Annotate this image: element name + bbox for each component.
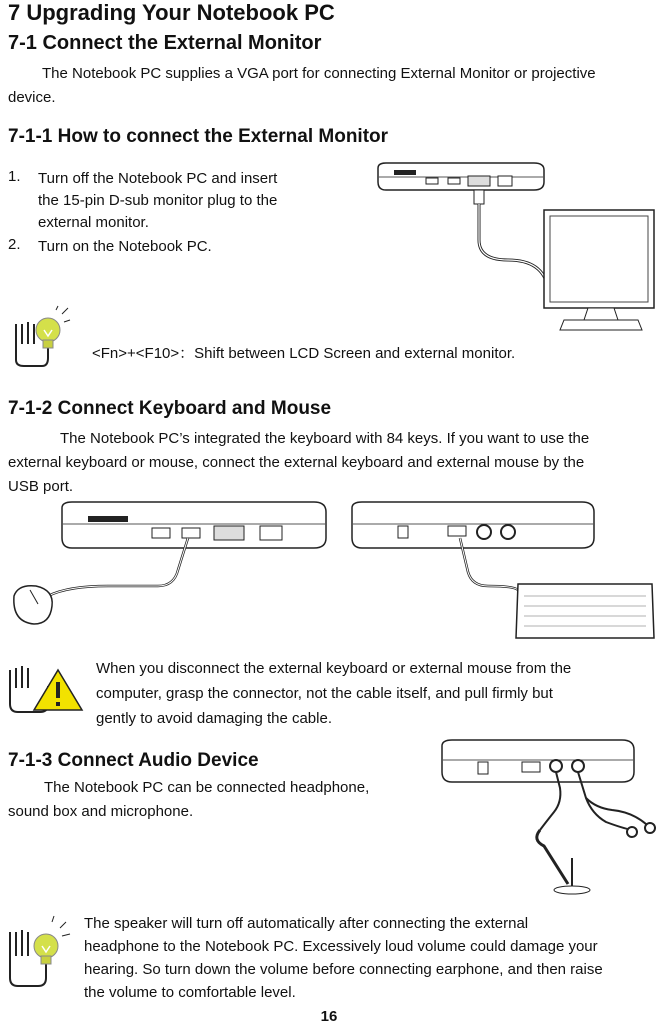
audio-tip-line-2: headphone to the Notebook PC. Excessively loud volume could damage your [84,938,598,955]
monitor-steps [8,168,328,268]
audio-tip-line-4: the volume to comfortable level. [84,984,296,1001]
step-1-number: 1. [8,168,21,185]
keyboard-line-1: The Notebook PC’s integrated the keyboard with 84 keys. If you want to use the [60,430,590,447]
step-2-number: 2. [8,236,21,253]
step-1-line-2: the 15-pin D-sub monitor plug to the [38,192,278,209]
lightbulb-hand-icon [8,306,70,368]
lightbulb-hand-icon-2 [6,914,76,994]
intro-line-2: device. [8,89,56,106]
keyboard-mouse-illustration [8,500,658,645]
keyboard-heading: 7-1-2 Connect Keyboard and Mouse [8,398,332,419]
keyboard-warning-line-3: gently to avoid damaging the cable. [96,710,332,727]
audio-line-2: sound box and microphone. [8,803,194,820]
keyboard-line-2: external keyboard or mouse, connect the external keyboard and external mouse by the [8,454,585,471]
audio-heading: 7-1-3 Connect Audio Device [8,750,259,771]
audio-tip-line-1: The speaker will turn off automatically after connecting the external [84,915,529,932]
monitor-tip: <Fn>+<F10>：Shift between LCD Screen and external monitor. [92,345,516,362]
page-title: 7 Upgrading Your Notebook PC [8,0,335,25]
monitor-heading: 7-1-1 How to connect the External Monitor [8,126,389,147]
keyboard-warning-line-2: computer, grasp the connector, not the cable itself, and pull firmly but [96,685,553,702]
step-1-line-3: external monitor. [38,214,149,231]
page-number: 16 [320,1008,338,1025]
step-1-line-1: Turn off the Notebook PC and insert [38,170,278,187]
audio-illustration [436,738,658,898]
audio-tip-line-3: hearing. So turn down the volume before connecting earphone, and then raise [84,961,603,978]
intro-line-1: The Notebook PC supplies a VGA port for connecting External Monitor or projective [42,65,596,82]
monitor-connection-illustration [368,160,658,335]
keyboard-line-3: USB port. [8,478,74,495]
keyboard-warning-line-1: When you disconnect the external keyboard or external mouse from the [96,660,572,677]
audio-line-1: The Notebook PC can be connected headphone, [44,779,370,796]
section-heading: 7-1 Connect the External Monitor [8,32,322,54]
warning-hand-icon [6,656,86,714]
step-2-line-1: Turn on the Notebook PC. [38,238,212,255]
